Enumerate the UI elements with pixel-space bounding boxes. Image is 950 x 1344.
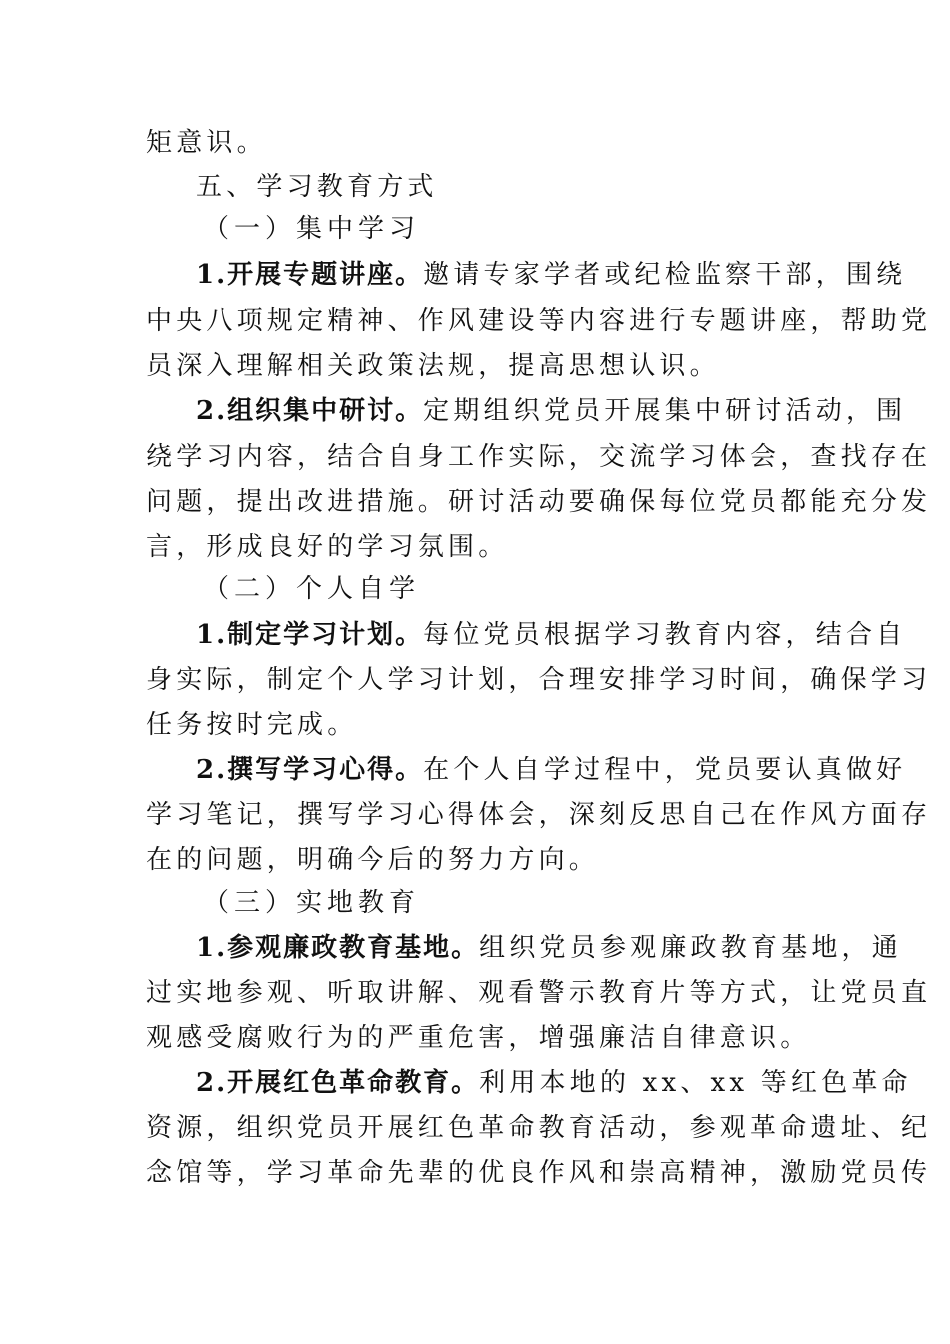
item-discussion-line-3: 问题，提出改进措施。研讨活动要确保每位党员都能充分发: [146, 487, 932, 517]
subheading-self-study: （二）个人自学: [203, 574, 421, 604]
item-discussion-line-1: [196, 395, 906, 427]
item-plan-line-2: 身实际，制定个人学习计划，合理安排学习时间，确保学习: [146, 665, 932, 695]
item-plan-title: 1.制定学习计划。: [196, 620, 424, 650]
item-lecture-title: 1.开展专题讲座。: [196, 260, 424, 290]
item-plan-line-1: [196, 619, 906, 651]
section-heading: 五、学习教育方式: [196, 172, 438, 202]
item-lecture-line-1: [196, 259, 906, 291]
item-discussion-line-2: 绕学习内容，结合自身工作实际，交流学习体会，查找存在: [146, 442, 932, 472]
paragraph-continuation: 矩意识。: [146, 128, 267, 158]
item-notes-line-1: [196, 754, 906, 786]
item-discussion-title: 2.组织集中研讨。: [196, 396, 424, 426]
subheading-field-education: （三）实地教育: [203, 888, 421, 918]
item-red-education-text: 利用本地的 xx、xx 等红色革命: [479, 1068, 912, 1098]
item-notes-line-2: 学习笔记，撰写学习心得体会，深刻反思自己在作风方面存: [146, 800, 932, 830]
item-lecture-text: 邀请专家学者或纪检监察干部，围绕: [423, 260, 907, 290]
item-red-education-title: 2.开展红色革命教育。: [196, 1068, 480, 1098]
item-notes-line-3: 在的问题，明确今后的努力方向。: [146, 845, 600, 875]
item-red-education-line-1: [196, 1067, 912, 1099]
item-lecture-line-2: 中央八项规定精神、作风建设等内容进行专题讲座，帮助党: [146, 306, 932, 336]
item-plan-line-3: 任务按时完成。: [146, 710, 358, 740]
item-red-education-line-2: 资源，组织党员开展红色革命教育活动，参观革命遗址、纪: [146, 1113, 932, 1143]
item-red-education-line-3: 念馆等，学习革命先辈的优良作风和崇高精神，激励党员传: [146, 1158, 932, 1188]
subheading-centralized-study: （一）集中学习: [203, 214, 421, 244]
item-discussion-line-4: 言，形成良好的学习氛围。: [146, 532, 509, 562]
item-base-visit-title: 1.参观廉政教育基地。: [196, 933, 480, 963]
item-plan-text: 每位党员根据学习教育内容，结合自: [423, 620, 907, 650]
item-base-visit-line-2: 过实地参观、听取讲解、观看警示教育片等方式，让党员直: [146, 978, 932, 1008]
item-discussion-text: 定期组织党员开展集中研讨活动，围: [423, 396, 907, 426]
item-base-visit-line-1: [196, 932, 902, 964]
item-base-visit-text: 组织党员参观廉政教育基地，通: [479, 933, 902, 963]
item-notes-title: 2.撰写学习心得。: [196, 755, 424, 785]
item-lecture-line-3: 员深入理解相关政策法规，提高思想认识。: [146, 351, 720, 381]
item-notes-text: 在个人自学过程中，党员要认真做好: [423, 755, 907, 785]
item-base-visit-line-3: 观感受腐败行为的严重危害，增强廉洁自律意识。: [146, 1023, 811, 1053]
